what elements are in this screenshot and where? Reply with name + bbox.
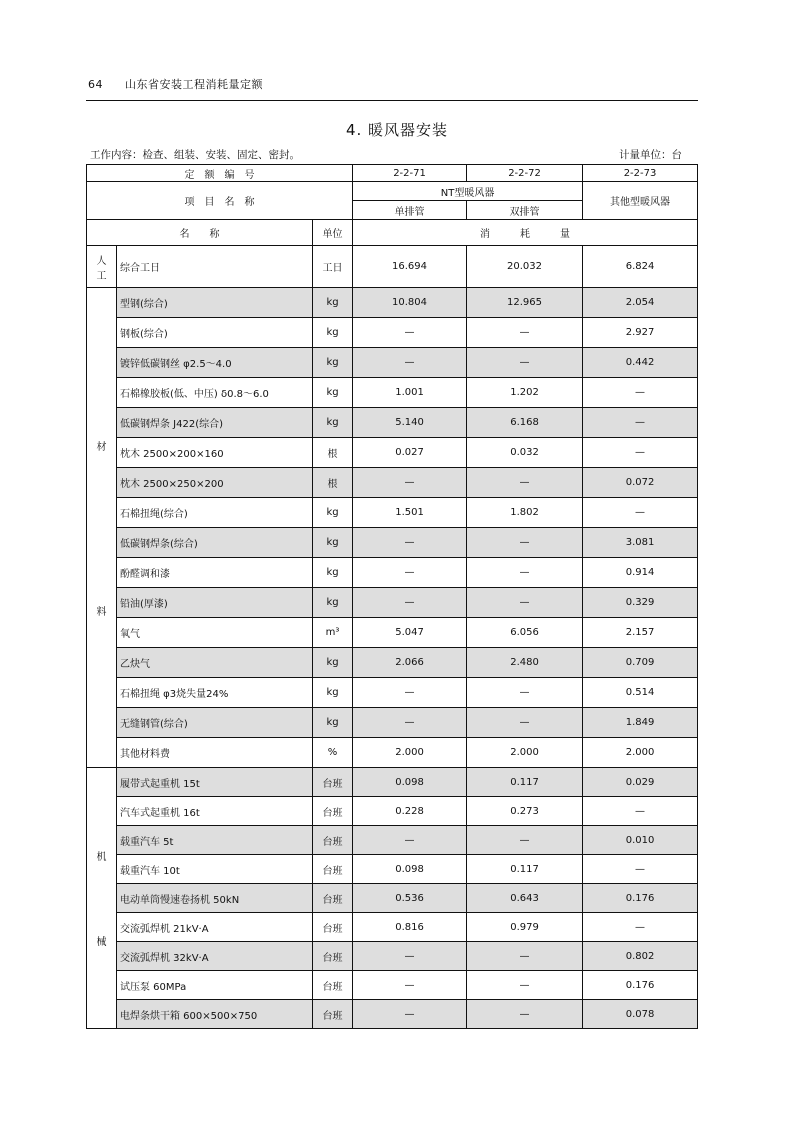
item-name: 石棉橡胶板(低、中压) δ0.8～6.0 [117,378,313,408]
item-unit: 台班 [313,797,353,826]
materials-row [87,288,698,318]
item-name: 钢板(综合) [117,318,313,348]
item-value-2: — [467,588,583,618]
item-unit: kg [313,648,353,678]
item-value-1: 2.000 [353,738,467,768]
code-label: 定 额 编 号 [87,165,353,182]
item-value-1: 1.501 [353,498,467,528]
item-value-1: — [353,1000,467,1029]
code-2: 2-2-72 [467,165,583,182]
item-value-1: 0.027 [353,438,467,468]
item-unit: 台班 [313,971,353,1000]
consumption-label: 消 耗 量 [353,220,698,246]
labor-name: 综合工日 [117,246,313,288]
item-name: 载重汽车 5t [117,826,313,855]
item-value-2: — [467,942,583,971]
item-value-3: — [583,408,698,438]
labor-unit: 工日 [313,246,353,288]
item-unit: kg [313,498,353,528]
item-value-2: 2.000 [467,738,583,768]
machinery-row [87,971,698,1000]
item-name: 镀锌低碳钢丝 φ2.5～4.0 [117,348,313,378]
item-value-1: 5.047 [353,618,467,648]
item-value-3: 0.514 [583,678,698,708]
item-unit: kg [313,408,353,438]
item-name: 无缝钢管(综合) [117,708,313,738]
item-name: 枕木 2500×250×200 [117,468,313,498]
labor-value-2: 20.032 [467,246,583,288]
machinery-category: 机 械 [87,768,117,1029]
item-value-1: 0.228 [353,797,467,826]
item-value-2: 2.480 [467,648,583,678]
materials-row [87,378,698,408]
item-value-2: 0.979 [467,913,583,942]
machinery-row [87,884,698,913]
item-value-3: 0.072 [583,468,698,498]
measurement-unit: 计量单位：台 [619,149,682,161]
materials-row [87,408,698,438]
item-name: 型钢(综合) [117,288,313,318]
item-unit: 台班 [313,942,353,971]
materials-row [87,738,698,768]
item-name: 乙炔气 [117,648,313,678]
item-value-2: 0.117 [467,768,583,797]
item-value-3: 0.029 [583,768,698,797]
item-value-1: 0.098 [353,855,467,884]
materials-row [87,438,698,468]
item-value-3: 0.010 [583,826,698,855]
item-value-1: 0.536 [353,884,467,913]
item-value-2: — [467,826,583,855]
item-unit: kg [313,348,353,378]
sub-header-double: 双排管 [467,201,583,220]
item-name: 铅油(厚漆) [117,588,313,618]
item-value-1: 0.816 [353,913,467,942]
item-value-2: — [467,971,583,1000]
item-name: 载重汽车 10t [117,855,313,884]
item-value-2: 0.643 [467,884,583,913]
item-unit: 台班 [313,855,353,884]
materials-row [87,588,698,618]
item-unit: 根 [313,468,353,498]
item-value-3: 2.054 [583,288,698,318]
machinery-row [87,797,698,826]
item-unit: kg [313,708,353,738]
machinery-row [87,826,698,855]
unit-label: 单位 [313,220,353,246]
materials-row [87,348,698,378]
item-value-1: 1.001 [353,378,467,408]
item-value-2: 1.802 [467,498,583,528]
item-value-3: 0.914 [583,558,698,588]
item-value-3: — [583,498,698,528]
item-value-3: 2.000 [583,738,698,768]
item-value-1: — [353,348,467,378]
item-unit: kg [313,288,353,318]
machinery-row [87,1000,698,1029]
item-value-3: 0.078 [583,1000,698,1029]
item-unit: kg [313,588,353,618]
item-name: 枕木 2500×200×160 [117,438,313,468]
item-value-3: — [583,378,698,408]
item-value-3: 0.802 [583,942,698,971]
materials-row [87,648,698,678]
sub-header-single: 单排管 [353,201,467,220]
item-name: 其他材料费 [117,738,313,768]
item-value-1: — [353,558,467,588]
item-value-3: 0.176 [583,971,698,1000]
item-value-2: 0.273 [467,797,583,826]
item-value-2: — [467,558,583,588]
section-title: 4. 暖风器安装 [345,121,449,139]
item-unit: 台班 [313,884,353,913]
item-value-2: — [467,318,583,348]
materials-row [87,558,698,588]
item-value-1: — [353,588,467,618]
item-value-1: — [353,678,467,708]
item-value-2: — [467,1000,583,1029]
item-name: 低碳钢焊条(综合) [117,528,313,558]
item-value-3: 2.157 [583,618,698,648]
item-value-3: 3.081 [583,528,698,558]
machinery-row [87,855,698,884]
item-name: 履带式起重机 15t [117,768,313,797]
item-value-3: 0.329 [583,588,698,618]
item-name: 交流弧焊机 32kV·A [117,942,313,971]
item-value-3: 0.442 [583,348,698,378]
machinery-row [87,768,698,797]
item-value-1: 5.140 [353,408,467,438]
item-unit: 台班 [313,826,353,855]
item-unit: 台班 [313,1000,353,1029]
item-value-2: — [467,708,583,738]
item-name: 酚醛调和漆 [117,558,313,588]
materials-row [87,528,698,558]
item-name: 氧气 [117,618,313,648]
item-value-3: — [583,855,698,884]
item-unit: m³ [313,618,353,648]
item-value-1: — [353,942,467,971]
machinery-row [87,913,698,942]
materials-row [87,318,698,348]
item-unit: kg [313,528,353,558]
item-unit: kg [313,558,353,588]
item-name: 电焊条烘干箱 600×500×750 [117,1000,313,1029]
name-label: 名 称 [87,220,313,246]
item-value-1: 10.804 [353,288,467,318]
item-value-3: — [583,913,698,942]
quota-table [86,164,698,1029]
item-label: 项 目 名 称 [87,182,353,220]
work-content: 工作内容：检查、组装、安装、固定、密封。 [90,149,300,161]
item-value-1: — [353,971,467,1000]
item-value-3: 0.176 [583,884,698,913]
materials-row [87,618,698,648]
other-header: 其他型暖风器 [583,182,698,220]
item-name: 石棉扭绳(综合) [117,498,313,528]
header-rule [86,100,698,101]
item-unit: 根 [313,438,353,468]
page-number: 64 [88,78,103,91]
labor-value-3: 6.824 [583,246,698,288]
item-unit: kg [313,378,353,408]
materials-row [87,678,698,708]
item-value-2: — [467,528,583,558]
item-value-1: 0.098 [353,768,467,797]
item-value-2: — [467,348,583,378]
item-value-2: 12.965 [467,288,583,318]
materials-row [87,498,698,528]
item-name: 交流弧焊机 21kV·A [117,913,313,942]
item-value-2: 6.056 [467,618,583,648]
page-header [88,76,263,92]
item-value-1: — [353,528,467,558]
item-value-2: 1.202 [467,378,583,408]
item-value-1: 2.066 [353,648,467,678]
item-unit: kg [313,678,353,708]
item-value-2: 0.032 [467,438,583,468]
item-value-3: 0.709 [583,648,698,678]
code-1: 2-2-71 [353,165,467,182]
item-value-3: 2.927 [583,318,698,348]
group-header: NT型暖风器 [353,182,583,201]
item-value-3: — [583,438,698,468]
item-value-2: — [467,678,583,708]
item-value-2: 0.117 [467,855,583,884]
item-unit: kg [313,318,353,348]
item-value-1: — [353,318,467,348]
labor-value-1: 16.694 [353,246,467,288]
item-name: 试压泵 60MPa [117,971,313,1000]
item-name: 汽车式起重机 16t [117,797,313,826]
item-name: 电动单筒慢速卷扬机 50kN [117,884,313,913]
labor-category: 人 工 [87,246,117,288]
item-value-2: 6.168 [467,408,583,438]
item-value-1: — [353,708,467,738]
materials-row [87,468,698,498]
item-unit: % [313,738,353,768]
materials-category: 材 料 [87,288,117,768]
machinery-row [87,942,698,971]
item-value-3: 1.849 [583,708,698,738]
item-unit: 台班 [313,768,353,797]
item-value-2: — [467,468,583,498]
item-name: 石棉扭绳 φ3烧失量24% [117,678,313,708]
item-value-1: — [353,468,467,498]
materials-row [87,708,698,738]
code-3: 2-2-73 [583,165,698,182]
book-title: 山东省安装工程消耗量定额 [125,78,263,91]
item-value-1: — [353,826,467,855]
item-name: 低碳钢焊条 J422(综合) [117,408,313,438]
item-value-3: — [583,797,698,826]
item-unit: 台班 [313,913,353,942]
